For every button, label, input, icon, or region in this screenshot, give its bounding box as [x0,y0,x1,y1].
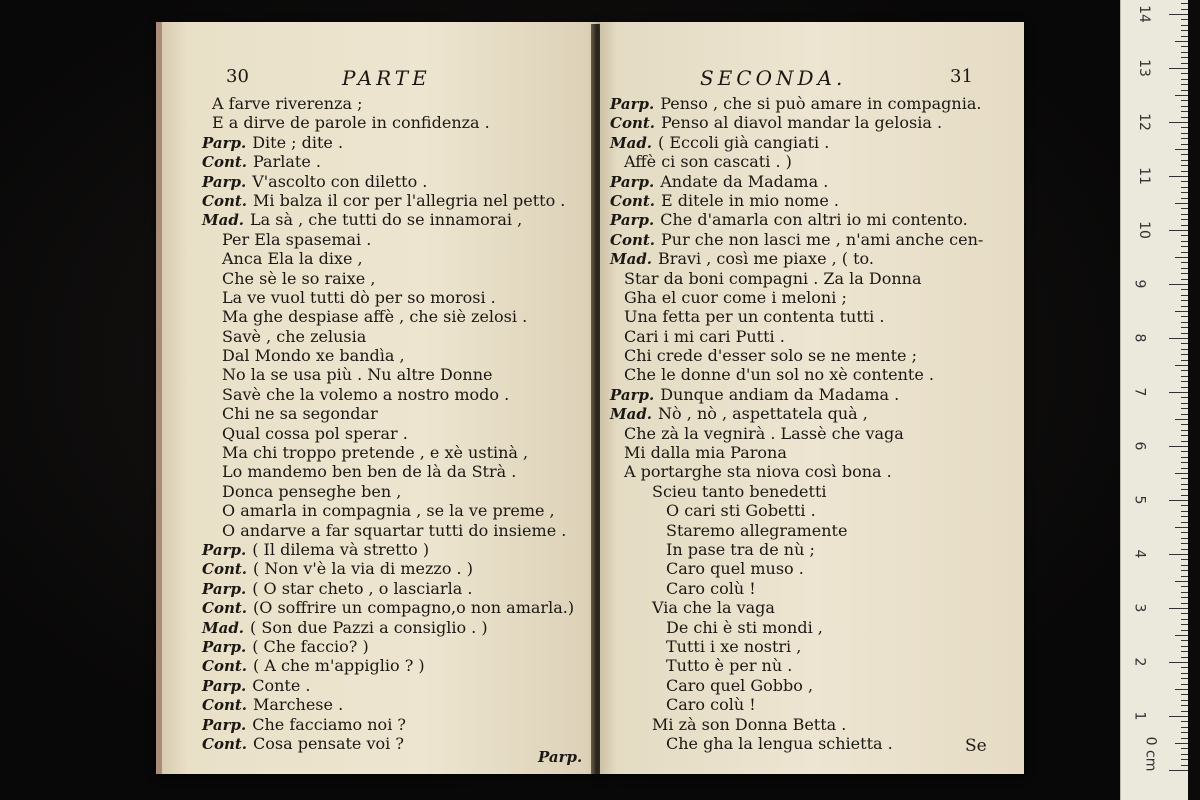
speaker-label: Parp. [202,715,247,734]
ruler-label: 3 [1131,603,1148,613]
text-line [162,424,600,443]
ruler-label: 13 [1135,59,1152,77]
ruler-label: 8 [1131,333,1148,343]
speaker-label: Parp. [202,172,247,191]
speaker-label: Cont. [202,696,247,715]
verse-text: Pur che non lasci me , n'ami anche cen- [661,229,984,249]
ruler-tick [1169,446,1189,447]
verse-text: La ve vuol tutti dò per so morosi . [222,287,496,307]
text-line [600,133,1024,152]
verse-text: Scieu tanto benedetti [652,481,827,501]
verse-text: O andarve a far squartar tutti do insieme . [222,520,567,540]
verse-text: Che zà la vegnirà . Lassè che vaga [624,423,904,443]
left-page-text [162,94,600,753]
verse-text: Bravi , così me piaxe , ( to. [658,249,874,269]
ruler-label: 14 [1135,5,1152,23]
ruler-tick [1169,662,1189,663]
text-line [600,598,1024,617]
text-line [600,637,1024,656]
verse-text: O amarla in compagnia , se la ve preme , [222,501,555,521]
verse-text: Andate da Madama . [660,171,829,191]
text-line [162,618,600,637]
verse-text: E ditele in mio nome . [661,190,839,210]
verse-text: Lo mandemo ben ben de là da Strà . [222,462,517,482]
verse-text: Penso , che si può amare in compagnia. [660,94,982,113]
ruler-label: 5 [1131,495,1148,505]
speaker-label: Mad. [610,405,653,424]
verse-text: ( Non v'è la via di mezzo . ) [253,559,473,579]
text-line [600,113,1024,132]
text-line [600,462,1024,481]
ruler-label: 2 [1131,657,1148,667]
text-line [162,443,600,462]
speaker-label: Cont. [202,153,247,172]
text-line [162,210,600,229]
verse-text: Dite ; dite . [252,132,344,152]
speaker-label: Cont. [202,599,247,618]
verse-text: Gha el cuor come i meloni ; [624,287,847,307]
text-line [600,540,1024,559]
text-line [600,94,1024,113]
running-title-left: PARTE [342,66,431,90]
text-line [162,249,600,268]
text-line [600,618,1024,637]
verse-text: ( Son due Pazzi a consiglio . ) [250,617,488,637]
text-line [162,365,600,384]
verse-text: Mi zà son Donna Betta . [652,714,847,734]
text-line [600,249,1024,268]
text-line [162,462,600,481]
text-line [162,191,600,210]
ruler-tick [1169,338,1189,339]
ruler-label: 4 [1131,549,1148,559]
text-line [600,424,1024,443]
ruler-label: 9 [1131,279,1148,289]
ruler-tick [1169,122,1189,123]
verse-text: Cosa pensate voi ? [253,733,404,753]
verse-text: Savè che la volemo a nostro modo . [222,384,510,404]
verse-text: Affè ci son cascati . ) [624,152,792,172]
verse-text: ( Che faccio? ) [252,636,369,656]
text-line [162,598,600,617]
verse-text: Caro colù ! [666,695,756,715]
ruler-unit: 0 cm [1142,736,1159,772]
catchword-right: Se [965,736,987,756]
speaker-label: Parp. [202,676,247,695]
ruler-tick [1169,14,1189,15]
right-page-header [600,66,1024,92]
verse-text: A farve riverenza ; [212,94,363,113]
ruler-tick [1175,203,1189,204]
speaker-label: Mad. [202,618,245,637]
verse-text: Dunque andiam da Madama . [660,384,900,404]
verse-text: Che d'amarla con altri io mi contento. [660,210,968,230]
text-line [162,133,600,152]
speaker-label: Parp. [202,540,247,559]
speaker-label: Parp. [610,385,655,404]
text-line [600,172,1024,191]
ruler-label: 11 [1135,167,1152,185]
ruler-tick [1175,41,1189,42]
verse-text: Che facciamo noi ? [252,714,406,734]
verse-text: Parlate . [253,152,321,172]
text-line [600,559,1024,578]
ruler-tick [1175,689,1189,690]
text-line [600,579,1024,598]
verse-text: Mi balza il cor per l'allegria nel petto . [253,190,566,210]
text-line [600,676,1024,695]
ruler-label: 10 [1135,221,1152,239]
text-line [600,269,1024,288]
text-line [162,637,600,656]
verse-text: La sà , che tutti do se innamorai , [250,210,523,230]
verse-text: Una fetta per un contenta tutti . [624,307,885,327]
ruler-label: 1 [1131,711,1148,721]
speaker-label: Mad. [610,133,653,152]
left-page [156,22,600,774]
text-line [600,404,1024,423]
speaker-label: Parp. [610,172,655,191]
speaker-label: Cont. [610,230,655,249]
running-title-right: SECONDA. [700,66,847,90]
text-line [162,288,600,307]
ruler-tick [1175,95,1189,96]
text-line [600,230,1024,249]
text-line [162,676,600,695]
speaker-label: Mad. [202,211,245,230]
ruler-tick [1175,149,1189,150]
ruler-label: 7 [1131,387,1148,397]
verse-text: Che le donne d'un sol no xè contente . [624,365,934,385]
speaker-label: Cont. [202,560,247,579]
verse-text: Ma ghe despiase affè , che siè zelosi . [222,307,528,327]
ruler-tick [1175,527,1189,528]
verse-text: Ma chi troppo pretende , e xè ustinà , [222,443,529,463]
ruler-tick [1169,68,1189,69]
ruler-tick [1169,176,1189,177]
verse-text: Marchese . [253,695,344,715]
text-line [162,521,600,540]
ruler-label: 6 [1131,441,1148,451]
text-line [600,734,1024,753]
verse-text: In pase tra de nù ; [666,539,815,559]
speaker-label: Parp. [610,95,655,113]
text-line [600,501,1024,520]
verse-text: Caro quel Gobbo , [666,675,814,695]
text-line [600,365,1024,384]
ruler-tick [1169,392,1189,393]
speaker-label: Cont. [610,114,655,133]
ruler-tick [1169,716,1189,717]
verse-text: Savè , che zelusia [222,326,367,346]
ruler-tick [1175,581,1189,582]
page-number-left: 30 [226,66,249,87]
verse-text: O cari sti Gobetti . [666,501,816,521]
text-line [162,385,600,404]
text-line [162,695,600,714]
open-book [140,12,1030,787]
verse-text: ( Eccoli già cangiati . [658,132,830,152]
verse-text: Star da boni compagni . Za la Donna [624,268,922,288]
ruler-tick [1169,230,1189,231]
verse-text: Caro colù ! [666,578,756,598]
verse-text: Nò , nò , aspettatela quà , [658,404,868,424]
verse-text: ( O star cheto , o lasciarla . [252,578,473,598]
verse-text: No la se usa più . Nu altre Donne [222,365,493,385]
catchword-left: Parp. [538,748,583,766]
verse-text: De chi è sti mondi , [666,617,823,637]
verse-text: V'ascolto con diletto . [252,171,428,191]
text-line [600,346,1024,365]
text-line [162,734,600,753]
text-line [162,404,600,423]
text-line [162,346,600,365]
text-line [162,540,600,559]
verse-text: Via che la vaga [652,598,775,618]
text-line [600,443,1024,462]
ruler-tick [1169,500,1189,501]
text-line [600,695,1024,714]
text-line [162,113,600,132]
text-line [600,656,1024,675]
speaker-label: Mad. [610,250,653,269]
text-line [600,521,1024,540]
ruler-tick [1169,608,1189,609]
ruler-tick [1175,419,1189,420]
ruler-tick [1175,743,1189,744]
text-line [600,210,1024,229]
speaker-label: Parp. [610,211,655,230]
text-line [162,307,600,326]
verse-text: Chi crede d'esser solo se ne mente ; [624,346,917,366]
text-line [162,152,600,171]
verse-text: Conte . [252,675,311,695]
verse-text: Donca penseghe ben , [222,481,402,501]
verse-text: Chi ne sa segondar [222,404,378,424]
text-line [600,191,1024,210]
ruler-label: 12 [1135,113,1152,131]
ruler-tick [1169,284,1189,285]
speaker-label: Cont. [202,657,247,676]
verse-text: E a dirve de parole in confidenza . [212,113,490,133]
text-line [162,715,600,734]
text-line [162,656,600,675]
text-line [600,385,1024,404]
right-page [600,22,1024,774]
text-line [162,172,600,191]
verse-text: Qual cossa pol sperar . [222,423,408,443]
text-line [162,269,600,288]
text-line [600,715,1024,734]
text-line [162,482,600,501]
text-line [162,327,600,346]
verse-text: Caro quel muso . [666,559,804,579]
left-page-header [162,66,600,92]
speaker-label: Cont. [610,191,655,210]
text-line [600,327,1024,346]
ruler-tick [1169,554,1189,555]
text-line [162,501,600,520]
text-line [600,288,1024,307]
right-page-text [600,94,1024,753]
verse-text: Tutto è per nù . [666,656,793,676]
verse-text: Che sè le so raixe , [222,268,376,288]
ruler-tick [1175,473,1189,474]
ruler-tick [1175,257,1189,258]
background-edge [1188,0,1200,800]
text-line [162,579,600,598]
speaker-label: Cont. [202,734,247,753]
verse-text: (O soffrire un compagno,o non amarla.) [253,598,575,618]
speaker-label: Parp. [202,637,247,656]
verse-text: Anca Ela la dixe , [222,249,363,269]
verse-text: Staremo allegramente [666,520,848,540]
text-line [600,152,1024,171]
verse-text: Per Ela spasemai . [222,229,372,249]
verse-text: Tutti i xe nostri , [666,636,802,656]
verse-text: ( A che m'appiglio ? ) [253,656,425,676]
text-line [600,482,1024,501]
text-line [162,230,600,249]
verse-text: Dal Mondo xe bandìa , [222,346,405,366]
measuring-ruler [1120,0,1189,800]
speaker-label: Parp. [202,133,247,152]
verse-text: A portarghe sta niova così bona . [624,462,892,482]
text-line [162,559,600,578]
text-line [162,94,600,113]
ruler-tick [1175,311,1189,312]
speaker-label: Parp. [202,579,247,598]
text-line [600,307,1024,326]
ruler-tick [1169,770,1189,771]
page-number-right: 31 [950,66,973,87]
speaker-label: Cont. [202,191,247,210]
ruler-tick [1175,365,1189,366]
verse-text: Mi dalla mia Parona [624,443,787,463]
verse-text: Che gha la lengua schietta . [666,733,893,753]
verse-text: Penso al diavol mandar la gelosia . [661,113,943,133]
verse-text: ( Il dilema và stretto ) [252,539,430,559]
ruler-tick [1175,635,1189,636]
verse-text: Cari i mi cari Putti . [624,326,785,346]
